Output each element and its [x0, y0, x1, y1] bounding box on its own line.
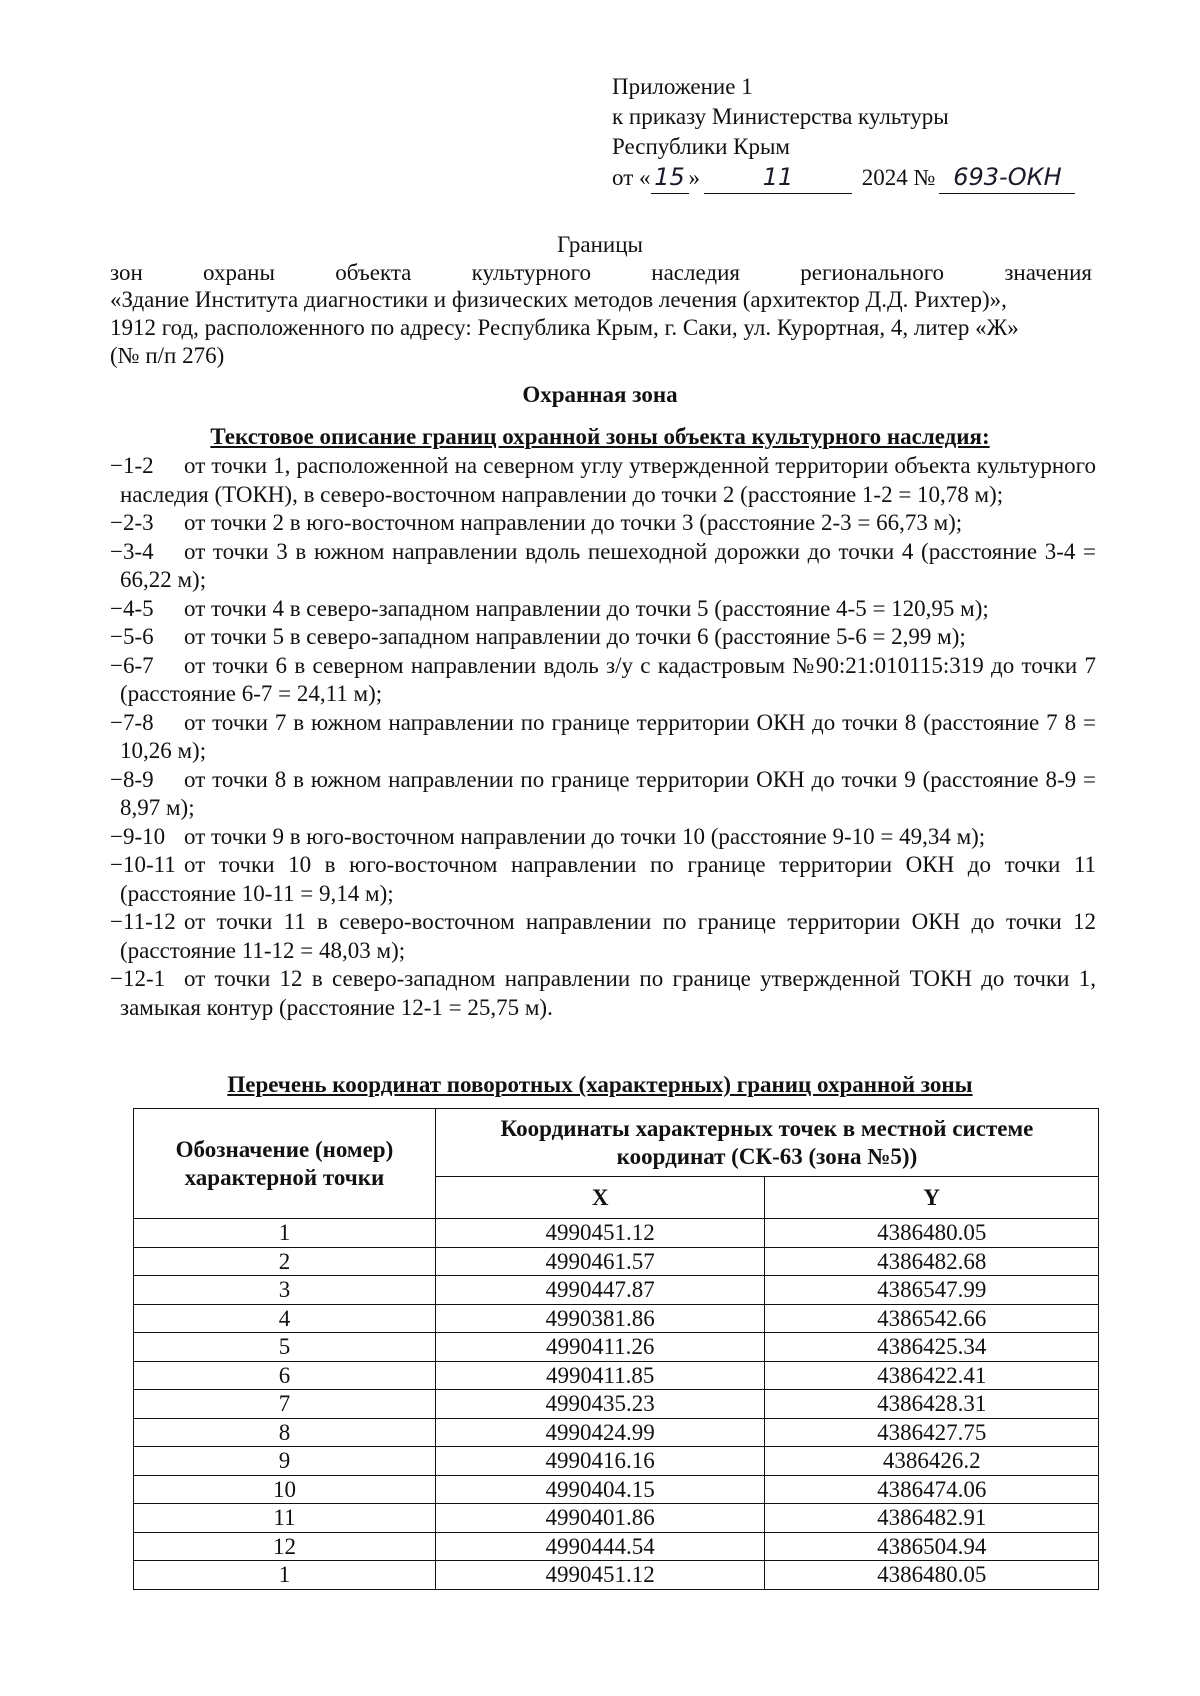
- segment-code: −11-12: [110, 909, 176, 934]
- point-number-cell: 10: [134, 1475, 436, 1504]
- point-number-cell: 4: [134, 1304, 436, 1333]
- point-number-cell: 6: [134, 1361, 436, 1390]
- order-number: 693-ОКН: [939, 162, 1075, 194]
- order-day: 15: [651, 162, 689, 194]
- point-number-cell: 2: [134, 1247, 436, 1276]
- table-row: [134, 1561, 1099, 1590]
- table-row: [134, 1447, 1099, 1476]
- title-line-1: зон охраны объекта культурного наследия регионального значения: [110, 260, 1092, 285]
- segment-text: от точки 10 в юго-восточном направлении по границе территории ОКН до точки 11 (расстояние 10-11 = 9,14 м);: [120, 852, 1096, 906]
- y-coordinate-cell: 4386426.2: [765, 1447, 1099, 1476]
- x-coordinate-cell: 4990381.86: [435, 1304, 765, 1333]
- boundary-segment: [110, 623, 1096, 652]
- table-row: [134, 1219, 1099, 1248]
- document-heading: Границы: [557, 232, 643, 257]
- boundary-segment: [110, 965, 1096, 1022]
- x-coordinate-cell: 4990447.87: [435, 1276, 765, 1305]
- boundary-segment: [110, 452, 1096, 509]
- point-number-cell: 3: [134, 1276, 436, 1305]
- segment-code: −3-4: [110, 538, 154, 564]
- segment-list: [110, 452, 1096, 1022]
- segment-text: от точки 3 в южном направлении вдоль пешеходной дорожки до точки 4 (расстояние 3-4 = 66,22 м);: [120, 538, 1096, 592]
- table-row: [134, 1276, 1099, 1305]
- point-number-cell: 11: [134, 1504, 436, 1533]
- y-coordinate-cell: 4386428.31: [765, 1390, 1099, 1419]
- segment-text: от точки 9 в юго-восточном направлении до точки 10 (расстояние 9-10 = 49,34 м);: [184, 823, 986, 849]
- segment-code: −1-2: [110, 453, 154, 478]
- y-coordinate-cell: 4386480.05: [765, 1561, 1099, 1590]
- title-line-3: 1912 год, расположенного по адресу: Республика Крым, г. Саки, ул. Курортная, 4, литер «Ж»: [110, 315, 1019, 340]
- segment-text: от точки 2 в юго-восточном направлении до точки 3 (расстояние 2-3 = 66,73 м);: [184, 510, 963, 535]
- boundary-segment: [110, 908, 1096, 965]
- table-title: Перечень координат поворотных (характерных) границ охранной зоны: [227, 1072, 973, 1097]
- boundary-segment: [110, 595, 1096, 624]
- boundary-segment: [110, 766, 1096, 823]
- segment-text: от точки 4 в северо-западном направлении до точки 5 (расстояние 4-5 = 120,95 м);: [184, 595, 989, 621]
- segment-text: от точки 5 в северо-западном направлении до точки 6 (расстояние 5-6 = 2,99 м);: [184, 624, 966, 649]
- y-coordinate-cell: 4386425.34: [765, 1333, 1099, 1362]
- zone-title: Охранная зона: [522, 382, 678, 407]
- x-coordinate-cell: 4990444.54: [435, 1532, 765, 1561]
- table-row: [134, 1304, 1099, 1333]
- table-row: [134, 1333, 1099, 1362]
- x-coordinate-cell: 4990451.12: [435, 1219, 765, 1248]
- segment-code: −4-5: [110, 595, 154, 621]
- boundary-segment: [110, 851, 1096, 908]
- point-number-header: Обозначение (номер) характерной точки: [134, 1109, 436, 1219]
- y-coordinate-cell: 4386547.99: [765, 1276, 1099, 1305]
- point-number-cell: 1: [134, 1219, 436, 1248]
- table-row: [134, 1475, 1099, 1504]
- x-coordinate-cell: 4990416.16: [435, 1447, 765, 1476]
- table-row: [134, 1361, 1099, 1390]
- segment-text: от точки 6 в северном направлении вдоль з/у с кадастровым №90:21:010115:319 до точки 7 (расстояние 6-7 = 24,11 м);: [120, 652, 1096, 706]
- table-row: [134, 1532, 1099, 1561]
- y-coordinate-cell: 4386504.94: [765, 1532, 1099, 1561]
- y-header: Y: [765, 1177, 1099, 1219]
- table-row: [134, 1390, 1099, 1419]
- table-row: [134, 1418, 1099, 1447]
- point-number-cell: 7: [134, 1390, 436, 1419]
- segment-code: −8-9: [110, 766, 154, 792]
- x-coordinate-cell: 4990411.26: [435, 1333, 765, 1362]
- segment-code: −5-6: [110, 624, 154, 649]
- title-line-2: «Здание Института диагностики и физических методов лечения (архитектор Д.Д. Рихтер)»,: [110, 287, 1007, 312]
- segment-text: от точки 7 в южном направлении по границе территории ОКН до точки 8 (расстояние 7 8 = 10,26 м);: [120, 709, 1096, 763]
- segment-text: от точки 11 в северо-восточном направлении по границе территории ОКН до точки 12 (расстояние 11-12 = 48,03 м);: [120, 909, 1096, 963]
- y-coordinate-cell: 4386474.06: [765, 1475, 1099, 1504]
- boundary-segment: [110, 823, 1096, 852]
- point-number-cell: 5: [134, 1333, 436, 1362]
- boundary-segment: [110, 709, 1096, 766]
- appendix-header: [612, 72, 1075, 194]
- description-title: Текстовое описание границ охранной зоны объекта культурного наследия:: [210, 424, 990, 449]
- segment-code: −2-3: [110, 510, 154, 535]
- x-coordinate-cell: 4990451.12: [435, 1561, 765, 1590]
- y-coordinate-cell: 4386482.68: [765, 1247, 1099, 1276]
- segment-code: −10-11: [110, 852, 176, 877]
- x-coordinate-cell: 4990404.15: [435, 1475, 765, 1504]
- y-coordinate-cell: 4386542.66: [765, 1304, 1099, 1333]
- republic-label: Республики Крым: [612, 134, 790, 159]
- x-coordinate-cell: 4990401.86: [435, 1504, 765, 1533]
- x-header: X: [435, 1177, 765, 1219]
- segment-code: −12-1: [110, 966, 166, 991]
- table-row: [134, 1247, 1099, 1276]
- boundary-segment: [110, 509, 1096, 538]
- x-coordinate-cell: 4990424.99: [435, 1418, 765, 1447]
- segment-code: −6-7: [110, 652, 154, 678]
- appendix-label: Приложение 1: [612, 74, 753, 99]
- segment-code: −9-10: [110, 823, 166, 849]
- coordinates-group-header: Координаты характерных точек в местной системе координат (СК-63 (зона №5)): [435, 1109, 1098, 1177]
- order-reference: к приказу Министерства культуры: [612, 104, 949, 129]
- point-number-cell: 12: [134, 1532, 436, 1561]
- segment-text: от точки 1, расположенной на северном углу утвержденной территории объекта культурного наследия (ТОКН), в северо-восточном направлении до точки 2 (расстояние 1-2 = 10,78 м);: [120, 453, 1096, 507]
- x-coordinate-cell: 4990435.23: [435, 1390, 765, 1419]
- boundary-segment: [110, 538, 1096, 595]
- order-month: 11: [704, 162, 852, 194]
- y-coordinate-cell: 4386480.05: [765, 1219, 1099, 1248]
- point-number-cell: 8: [134, 1418, 436, 1447]
- x-coordinate-cell: 4990411.85: [435, 1361, 765, 1390]
- y-coordinate-cell: 4386427.75: [765, 1418, 1099, 1447]
- coordinates-table: [133, 1108, 1099, 1590]
- x-coordinate-cell: 4990461.57: [435, 1247, 765, 1276]
- point-number-cell: 1: [134, 1561, 436, 1590]
- segment-text: от точки 12 в северо-западном направлении по границе утвержденной ТОКН до точки 1, замыкая контур (расстояние 12-1 = 25,75 м).: [120, 966, 1096, 1020]
- title-line-4: (№ п/п 276): [110, 343, 225, 368]
- segment-code: −7-8: [110, 709, 154, 735]
- y-coordinate-cell: 4386422.41: [765, 1361, 1099, 1390]
- table-row: [134, 1504, 1099, 1533]
- point-number-cell: 9: [134, 1447, 436, 1476]
- order-date-line: от « 15 » 11 2024 № 693-ОКН: [612, 162, 1075, 194]
- segment-text: от точки 8 в южном направлении по границе территории ОКН до точки 9 (расстояние 8-9 = 8,97 м);: [120, 766, 1096, 820]
- boundary-segment: [110, 652, 1096, 709]
- y-coordinate-cell: 4386482.91: [765, 1504, 1099, 1533]
